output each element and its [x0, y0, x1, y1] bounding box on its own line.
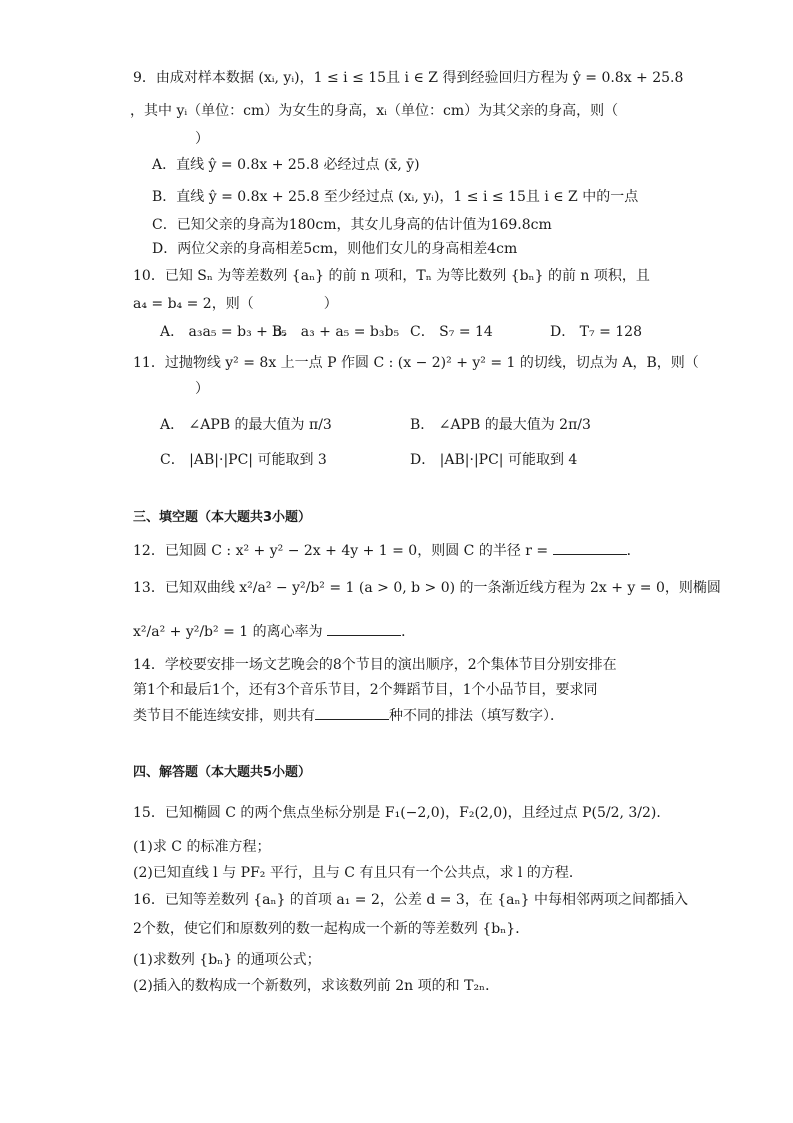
q14-stem-line3	[133, 705, 564, 727]
q15-part2: (2)已知直线 l 与 PF₂ 平行，且与 C 有且只有一个公共点，求 l 的方程．	[133, 865, 583, 881]
q13-stem-line1: 13．已知双曲线 x²/a² − y²/b² = 1 (a > 0, b > 0) 的一条渐近线方程为 2x + y = 0，则椭圆	[133, 580, 721, 596]
q14-stem-line2: 第1个和最后1个，还有3个音乐节目，2个舞蹈节目，1个小品节目，要求同	[133, 682, 598, 698]
q9-option-b: B．直线 ŷ = 0.8x + 25.8 至少经过点 (xᵢ, yᵢ)，1 ≤ i ≤ 15且 i ∈ Z 中的一点	[152, 189, 639, 205]
q9-option-c: C．已知父亲的身高为180cm，其女儿身高的估计值为169.8cm	[152, 217, 552, 233]
q12-end: ．	[626, 543, 641, 559]
q13-end: ．	[401, 624, 416, 640]
q16-stem-line2: 2个数，使它们和原数列的数一起构成一个新的等差数列 {bₙ}．	[133, 921, 530, 937]
q14-text-b: 种不同的排法（填写数字）．	[389, 708, 564, 724]
q12-text: 12．已知圆 C : x² + y² − 2x + 4y + 1 = 0，则圆 C 的半径 r =	[133, 543, 549, 559]
q9-option-a: A．直线 ŷ = 0.8x + 25.8 必经过点 (x̄, ȳ)	[152, 157, 420, 173]
q12-stem	[133, 540, 641, 562]
q10-option-b: B． a₃ + a₅ = b₃b₅	[272, 324, 400, 340]
q11-stem-line2: ）	[195, 381, 209, 397]
q11-stem-line1: 11．过抛物线 y² = 8x 上一点 P 作圆 C : (x − 2)² + y² = 1 的切线，切点为 A，B，则（	[133, 355, 699, 371]
q11-option-a: A． ∠APB 的最大值为 π/3	[160, 417, 332, 433]
q10-stem-line1: 10．已知 Sₙ 为等差数列 {aₙ} 的前 n 项和，Tₙ 为等比数列 {bₙ} 的前 n 项积，且	[133, 268, 650, 284]
q9-stem-line2: ，其中 yᵢ（单位：cm）为女生的身高，xᵢ（单位：cm）为其父亲的身高，则（	[130, 103, 619, 119]
q14-stem-line1: 14．学校要安排一场文艺晚会的8个节目的演出顺序，2个集体节目分别安排在	[133, 657, 617, 673]
q10-option-c: C． S₇ = 14	[410, 324, 493, 340]
q11-option-c: C． |AB|·|PC| 可能取到 3	[160, 452, 327, 468]
q12-answer-blank[interactable]	[553, 540, 627, 555]
q11-option-b: B． ∠APB 的最大值为 2π/3	[410, 417, 591, 433]
q13-answer-blank[interactable]	[327, 621, 401, 636]
section-3-heading: 三、填空题（本大题共3小题）	[133, 510, 312, 525]
q11-option-d: D． |AB|·|PC| 可能取到 4	[410, 452, 578, 468]
q13-text: x²/a² + y²/b² = 1 的离心率为	[133, 624, 323, 640]
q9-option-d: D．两位父亲的身高相差5cm，则他们女儿的身高相差4cm	[152, 241, 518, 257]
q16-stem-line1: 16．已知等差数列 {aₙ} 的首项 a₁ = 2，公差 d = 3，在 {aₙ} 中每相邻两项之间都插入	[133, 892, 688, 908]
q15-stem: 15．已知椭圆 C 的两个焦点坐标分别是 F₁(−2,0)，F₂(2,0)，且经过点 P(5/2, 3/2)．	[133, 805, 671, 821]
q15-part1: (1)求 C 的标准方程；	[133, 839, 271, 855]
q13-stem-line2	[133, 621, 415, 643]
q16-part1: (1)求数列 {bₙ} 的通项公式；	[133, 952, 321, 968]
q9-stem-line1: 9．由成对样本数据 (xᵢ, yᵢ)，1 ≤ i ≤ 15且 i ∈ Z 得到经验回归方程为 ŷ = 0.8x + 25.8	[133, 70, 684, 86]
q14-text-a: 类节目不能连续安排，则共有	[133, 708, 315, 724]
q16-part2: (2)插入的数构成一个新数列，求该数列前 2n 项的和 T₂ₙ．	[133, 978, 500, 994]
q10-option-d: D． T₇ = 128	[550, 324, 642, 340]
q9-stem-line3: ）	[195, 131, 209, 147]
section-4-heading: 四、解答题（本大题共5小题）	[133, 765, 312, 780]
q14-answer-blank[interactable]	[315, 705, 389, 720]
q10-option-a: A． a₃a₅ = b₃ + b₅	[160, 324, 287, 340]
q10-stem-line2: a₄ = b₄ = 2，则（ ）	[133, 296, 338, 312]
